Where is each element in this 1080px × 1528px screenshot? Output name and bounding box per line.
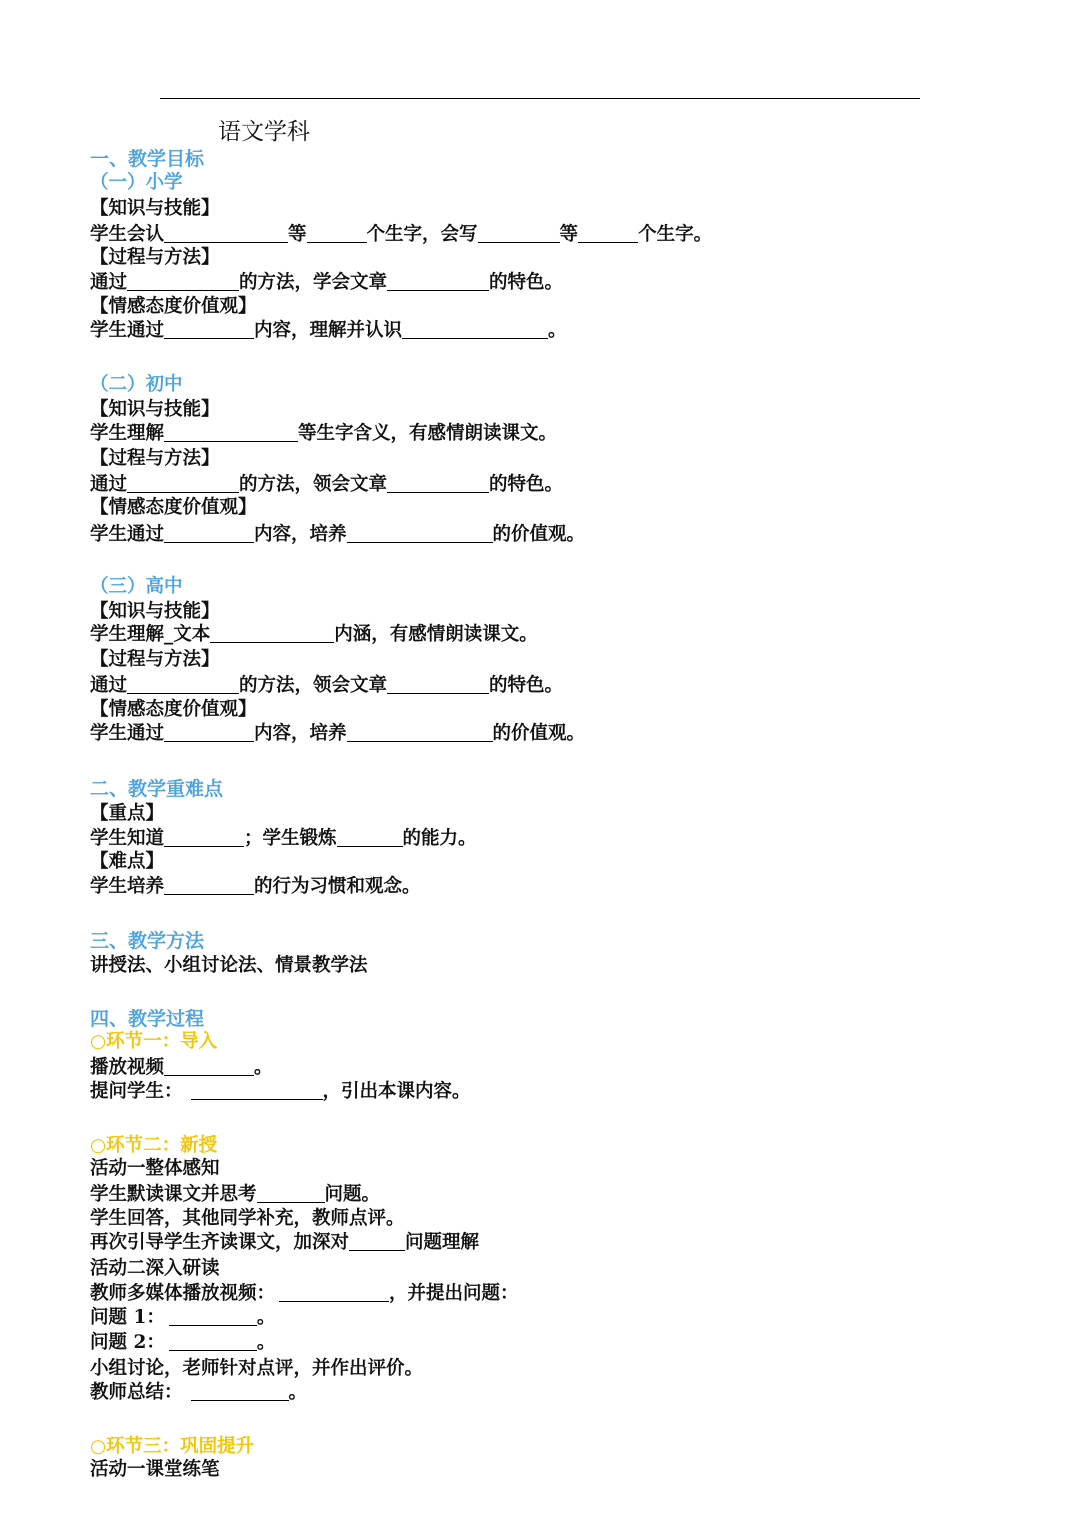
step-2-line-3: 再次引导学生齐读课文，加深对 问题理解 (90, 1232, 480, 1253)
blank[interactable] (164, 522, 254, 543)
junior-emotion-label: 【情感态度价值观】 (90, 497, 257, 518)
primary-emotion-label: 【情感态度价值观】 (90, 296, 257, 317)
blank[interactable] (307, 222, 367, 243)
primary-emotion-line: 学生通过 内容，理解并认识 。 (90, 320, 567, 341)
junior-process-label: 【过程与方法】 (90, 448, 220, 469)
senior-emotion-line: 学生通过 内容，培养 的价值观。 (90, 723, 586, 744)
difficult-points-label: 【难点】 (90, 851, 165, 872)
blank[interactable] (349, 1230, 405, 1251)
blank[interactable] (169, 1330, 257, 1351)
step-2-line-1: 学生默读课文并思考 问题。 (90, 1184, 381, 1205)
blank[interactable] (191, 1079, 323, 1100)
step-1-line-1: 播放视频 。 (90, 1057, 273, 1078)
blank[interactable] (169, 1305, 257, 1326)
header-rule (160, 98, 920, 99)
blank[interactable] (210, 622, 334, 643)
activity-1-title: 活动一整体感知 (90, 1158, 220, 1179)
blank[interactable] (337, 826, 403, 847)
blank[interactable] (578, 222, 638, 243)
senior-knowledge-line: 学生理解_文本 内涵，有感情朗读课文。 (90, 624, 538, 645)
step-1-heading: ○环节一：导入 (90, 1031, 218, 1052)
senior-knowledge-label: 【知识与技能】 (90, 601, 220, 622)
blank[interactable] (478, 222, 560, 243)
senior-process-label: 【过程与方法】 (90, 649, 220, 670)
step-2-heading: ○环节二：新授 (90, 1135, 218, 1156)
blank[interactable] (347, 522, 493, 543)
primary-process-line: 通过 的方法，学会文章 的特色。 (90, 272, 564, 293)
blank[interactable] (402, 318, 548, 339)
primary-school-heading: （一）小学 (90, 172, 183, 193)
blank[interactable] (164, 318, 254, 339)
blank[interactable] (347, 721, 493, 742)
blank[interactable] (164, 721, 254, 742)
step-1-line-2: 提问学生： ，引出本课内容。 (90, 1081, 471, 1102)
primary-knowledge-label: 【知识与技能】 (90, 198, 220, 219)
blank[interactable] (279, 1281, 389, 1302)
blank[interactable] (387, 673, 489, 694)
section-4-heading: 四、教学过程 (90, 1008, 205, 1030)
blank[interactable] (387, 472, 489, 493)
question-1-line: 问题 1： 。 (90, 1307, 276, 1328)
blank[interactable] (164, 222, 288, 243)
blank[interactable] (257, 1182, 325, 1203)
section-3-heading: 三、教学方法 (90, 930, 205, 952)
junior-knowledge-line: 学生理解 等生字含义，有感情朗读课文。 (90, 423, 558, 444)
step-3-heading: ○环节三：巩固提升 (90, 1436, 255, 1457)
blank[interactable] (164, 421, 298, 442)
blank[interactable] (191, 1380, 289, 1401)
primary-process-label: 【过程与方法】 (90, 247, 220, 268)
senior-school-heading: （三）高中 (90, 576, 183, 597)
difficult-points-line: 学生培养 的行为习惯和观念。 (90, 876, 421, 897)
blank[interactable] (387, 270, 489, 291)
key-points-label: 【重点】 (90, 803, 165, 824)
senior-emotion-label: 【情感态度价值观】 (90, 699, 257, 720)
junior-school-heading: （二）初中 (90, 374, 183, 395)
junior-knowledge-label: 【知识与技能】 (90, 399, 220, 420)
blank[interactable] (127, 472, 239, 493)
blank[interactable] (164, 826, 244, 847)
senior-process-line: 通过 的方法，领会文章 的特色。 (90, 675, 564, 696)
teaching-methods: 讲授法、小组讨论法、情景教学法 (90, 955, 368, 976)
step-2-line-2: 学生回答，其他同学补充，教师点评。 (90, 1208, 405, 1229)
question-2-line: 问题 2： 。 (90, 1332, 276, 1353)
blank[interactable] (164, 1055, 254, 1076)
step-3-activity-1-title: 活动一课堂练笔 (90, 1459, 220, 1480)
junior-process-line: 通过 的方法，领会文章 的特色。 (90, 474, 564, 495)
step-2-line-4: 教师多媒体播放视频： ，并提出问题： (90, 1283, 519, 1304)
junior-emotion-line: 学生通过 内容，培养 的价值观。 (90, 524, 586, 545)
blank[interactable] (127, 270, 239, 291)
blank[interactable] (127, 673, 239, 694)
blank[interactable] (164, 874, 254, 895)
section-1-heading: 一、教学目标 (90, 148, 205, 170)
document-title: 语文学科 (218, 119, 310, 145)
step-2-line-6: 教师总结： 。 (90, 1382, 308, 1403)
key-points-line: 学生知道 ；学生锻炼 的能力。 (90, 828, 477, 849)
activity-2-title: 活动二深入研读 (90, 1258, 220, 1279)
step-2-line-5: 小组讨论，老师针对点评，并作出评价。 (90, 1358, 424, 1379)
primary-knowledge-line: 学生会认 等 个生字，会写 等 个生字。 (90, 224, 713, 245)
section-2-heading: 二、教学重难点 (90, 778, 224, 800)
